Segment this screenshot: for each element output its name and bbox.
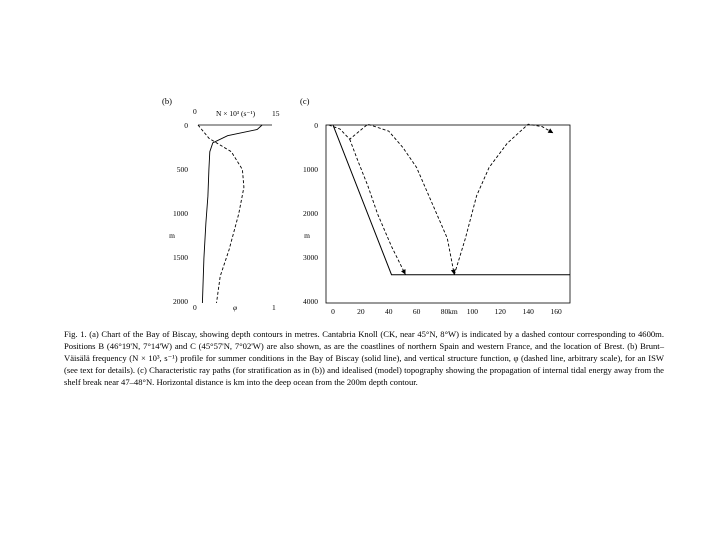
panel-b-plot <box>198 125 272 303</box>
figure-caption: Fig. 1. (a) Chart of the Bay of Biscay, showing depth contours in metres. Cantabria Knoll (CK, near 45°N, 8°W) is indicated by a dashed contour corresponding to 4600m. Positions B (46°19'N, 7°14'W) and C (45°57'N, 7°02'W) are also shown, as are the coastlines of northern Spain and western France, and the location of Brest. (b) Brunt–Väisälä frequency (N × 10³, s⁻¹) profile for summer conditions in the Bay of Biscay (solid line), and vertical structure function, φ (dashed line, arbitrary scale), for an ISW (see text for details). (c) Characteristic ray paths (for stratification as in (b)) and idealised (model) topography showing the propagation of internal tidal energy away from the shelf break near 47–48°N. Horizontal distance is km into the deep ocean from the 200m depth contour. <box>64 329 664 387</box>
depth-unit: m <box>304 231 310 240</box>
x-tick-label: 100 <box>466 307 479 316</box>
topography-line <box>333 125 570 275</box>
figure <box>150 90 590 320</box>
panel-c-plot <box>326 124 570 303</box>
x-tick-label: 0 <box>331 307 335 316</box>
x-tick-label: 120 <box>494 307 506 316</box>
panel-c-label: (c) <box>300 96 310 106</box>
depth-tick: 1000 <box>173 209 188 218</box>
x-tick-label: 60 <box>412 307 421 316</box>
panel-b-top-left: 0 <box>193 107 197 116</box>
depth-tick: 3000 <box>303 253 318 262</box>
panel-b-top-mid: N × 10³ (s⁻¹) <box>216 109 256 118</box>
panel-b-phi-label: φ <box>233 303 238 312</box>
depth-tick: 0 <box>314 121 318 130</box>
panel-b-profiles <box>198 125 262 303</box>
depth-tick: 2000 <box>303 209 318 218</box>
x-tick-label: 20 <box>357 307 365 316</box>
x-tick-label: 80 <box>440 307 449 316</box>
depth-tick: 0 <box>184 121 188 130</box>
depth-unit: m <box>169 231 175 240</box>
panel-c <box>300 96 570 316</box>
phi-profile-line <box>198 125 244 303</box>
panel-c-rays-and-topography <box>329 124 570 275</box>
panel-b-label: (b) <box>162 96 172 106</box>
depth-tick: 2000 <box>173 297 188 306</box>
ray-path-line <box>329 124 455 275</box>
x-tick-label: 140 <box>522 307 534 316</box>
depth-tick: 1000 <box>303 165 318 174</box>
panel-b <box>162 96 280 312</box>
panel-b-bottom-right: 1 <box>272 303 276 312</box>
x-tick-label: 160 <box>550 307 562 316</box>
depth-tick: 4000 <box>303 297 318 306</box>
panel-c-x-unit: km <box>448 307 458 316</box>
panel-b-bottom-left: 0 <box>193 303 197 312</box>
panel-c-x-ticks <box>331 307 562 316</box>
panel-c-frame <box>326 125 570 303</box>
ray-path-line <box>454 124 553 275</box>
ray-path-line <box>350 139 406 275</box>
depth-tick: 500 <box>176 165 188 174</box>
panel-b-top-right: 15 <box>272 109 280 118</box>
n-profile-line <box>202 125 262 303</box>
panel-c-depth-ticks <box>303 121 318 306</box>
depth-tick: 1500 <box>173 253 188 262</box>
ray-arrowhead <box>548 128 554 133</box>
x-tick-label: 40 <box>384 307 393 316</box>
panel-b-depth-ticks <box>169 121 188 306</box>
